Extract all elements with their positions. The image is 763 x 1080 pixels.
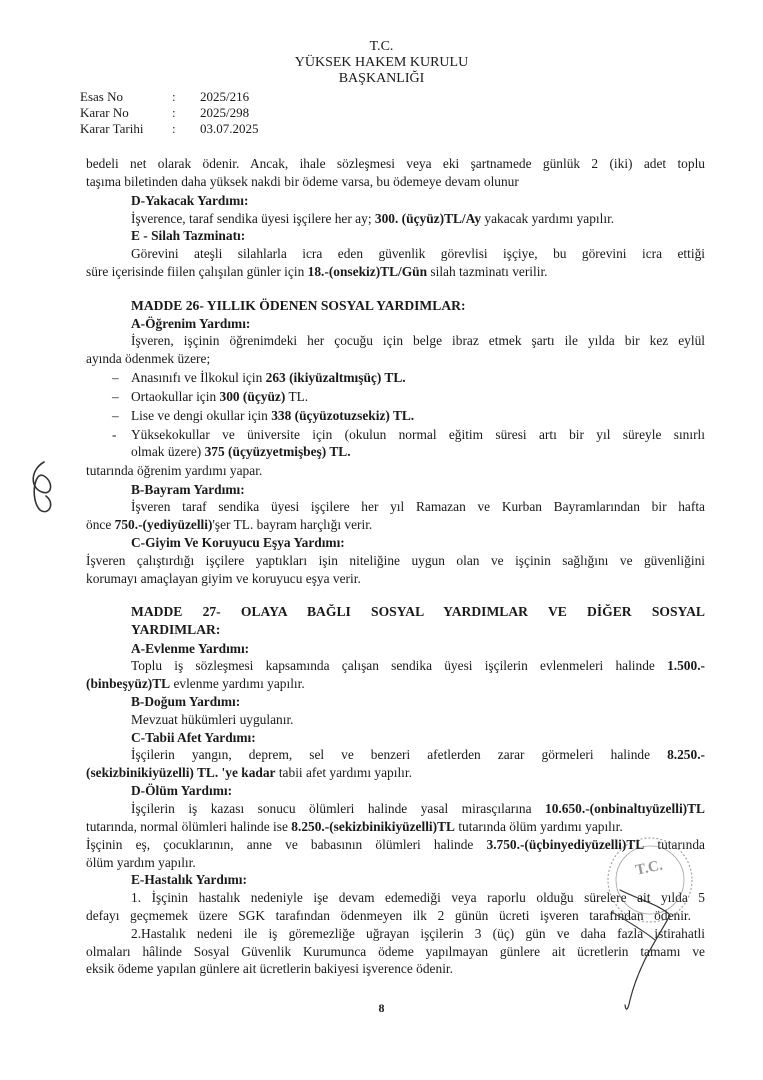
section-heading-e-silah: E - Silah Tazminatı:	[131, 228, 246, 243]
bold-amount: 8.250.-	[667, 747, 705, 762]
bold-amount: 375 (üçyüzyetmişbeş) TL.	[204, 444, 351, 459]
meta-key: Karar No	[80, 105, 129, 120]
body-line: eksik ödeme yapılan günlere ait ücretlerin bakiyesi işverence ödenir.	[86, 961, 453, 976]
list-bullet: –	[112, 408, 119, 423]
page-number: 8	[378, 1001, 385, 1015]
text-run: önce	[86, 517, 115, 532]
body-line: İşveren çalıştırdığı işçilere yaptıkları işin niteliğine uygun olan ve işçinin sağlığını ve güvenliğini	[86, 553, 705, 568]
bold-amount: 338 (üçyüzotuzsekiz) TL.	[271, 408, 415, 423]
body-line: olmaları hâlinde Sosyal Güvenlik Kurumunca ödeme yapılmayan günlere ait ücretlerin tamamı ve	[86, 944, 705, 959]
body-line: ölüm yardım yapılır.	[86, 855, 196, 870]
meta-sep: :	[172, 89, 176, 104]
list-bullet: –	[112, 389, 119, 404]
text-run: tutarında ölüm yardımı yapılır.	[454, 819, 623, 834]
meta-sep: :	[172, 105, 176, 120]
section-heading-evlenme: A-Evlenme Yardımı:	[131, 641, 250, 656]
margin-initial-mark	[33, 462, 50, 512]
article-title-madde-27-cont: YARDIMLAR:	[131, 622, 221, 637]
section-heading-bayram: B-Bayram Yardımı:	[131, 482, 245, 497]
list-bullet: –	[112, 370, 119, 385]
text-run: TL.	[285, 389, 309, 404]
signature-mark	[620, 890, 670, 1009]
body-line: korumayı amaçlayan giyim ve koruyucu eşya verir.	[86, 571, 361, 586]
meta-key: Esas No	[80, 89, 123, 104]
text-run: süre içerisinde fiilen çalışılan günler için	[86, 264, 308, 279]
bold-amount: 263 (ikiyüzaltmışüç) TL.	[265, 370, 406, 385]
body-line: taşıma biletinden daha yüksek nakdi bir ödeme varsa, bu ödemeye devam olunur	[86, 174, 519, 189]
meta-value: 03.07.2025	[200, 121, 259, 136]
body-line: defayı geçmemek üzere SGK tarafından ödenmeyen ilk 2 günün ücreti işveren tarafından ödenir.	[86, 908, 691, 923]
section-heading-giyim: C-Giyim Ve Koruyucu Eşya Yardımı:	[131, 535, 345, 550]
bold-amount: 300 (üçyüz)	[219, 389, 286, 404]
text-run: tutarında, normal ölümleri halinde ise	[86, 819, 292, 834]
meta-sep: :	[172, 121, 176, 136]
list-item: Yüksekokullar ve üniversite için (okulun normal eğitim süresi artı bir yıl süreyle sınırlı	[131, 427, 705, 442]
body-line: ayında ödenmek üzere;	[86, 351, 211, 366]
bold-amount: (binbeşyüz)TL	[86, 676, 171, 691]
text-run: İşçilerin yangın, deprem, sel ve benzeri afetlerden zarar görmeleri halinde	[131, 747, 668, 762]
bold-amount: 750.-(yediyüzelli)	[114, 517, 213, 532]
section-heading-hastalik: E-Hastalık Yardımı:	[131, 872, 247, 887]
meta-value: 2025/298	[200, 105, 250, 120]
text-run: Lise ve dengi okullar için	[131, 408, 272, 423]
text-run: İşçilerin iş kazası sonucu ölümleri halinde yasal mirasçılarına	[131, 801, 546, 816]
header-tc: T.C.	[369, 39, 394, 54]
text-run: 'şer TL. bayram harçlığı verir.	[212, 517, 373, 532]
body-line: İşveren, işçinin öğrenimdeki her çocuğu için belge ibraz etmek şartı ile yılda bir kez eylül	[131, 333, 705, 348]
section-heading-ogrenim: A-Öğrenim Yardımı:	[131, 316, 251, 331]
seal-text: T.C.	[634, 857, 665, 879]
meta-value: 2025/216	[200, 89, 250, 104]
text-run: tabii afet yardımı yapılır.	[275, 765, 412, 780]
bold-amount: 18.-(onsekiz)TL/Gün	[307, 264, 428, 279]
list-bullet: -	[112, 427, 117, 442]
text-run: İşçinin eş, çocuklarının, anne ve babasının ölümleri halinde	[86, 837, 487, 852]
body-line: Görevini ateşli silahlarla icra eden güvenlik görevlisi işçiye, bu görevini icra ettiği	[131, 246, 705, 261]
text-run: evlenme yardımı yapılır.	[170, 676, 305, 691]
article-title-madde-26: MADDE 26- YILLIK ÖDENEN SOSYAL YARDIMLAR:	[131, 298, 466, 313]
body-line: bedeli net olarak ödenir. Ancak, ihale sözleşmesi veya eki şartnamede günlük 2 (iki) adet toplu	[86, 156, 705, 171]
body-line: tutarında öğrenim yardımı yapar.	[86, 463, 263, 478]
article-title-madde-27: MADDE 27- OLAYA BAĞLI SOSYAL YARDIMLAR VE DİĞER SOSYAL	[131, 604, 705, 619]
bold-amount: 1.500.-	[667, 658, 705, 673]
bold-amount: 300. (üçyüz)TL/Ay	[374, 211, 482, 226]
official-seal-icon	[608, 838, 692, 922]
text-run: olmak üzere)	[131, 444, 205, 459]
header-institution: YÜKSEK HAKEM KURULU	[294, 55, 469, 70]
text-run: tutarında	[644, 837, 705, 852]
text-run: silah tazminatı verilir.	[427, 264, 548, 279]
text-run: İşverence, taraf sendika üyesi işçilere her ay;	[131, 211, 375, 226]
body-line: 2.Hastalık nedeni ile iş göremezliğe uğrayan işçilerin 3 (üç) gün ve daha fazla istirahatli	[131, 926, 705, 941]
bold-amount: 10.650.-(onbinaltıyüzelli)TL	[545, 801, 705, 816]
bold-amount: (sekizbinikiyüzelli) TL. 'ye kadar	[86, 765, 276, 780]
section-heading-dogum: B-Doğum Yardımı:	[131, 694, 241, 709]
text-run: yakacak yardımı yapılır.	[481, 211, 615, 226]
meta-key: Karar Tarihi	[80, 121, 144, 136]
body-line: İşveren taraf sendika üyesi işçilere her yıl Ramazan ve Kurban Bayramlarından bir hafta	[131, 499, 705, 514]
text-run: Toplu iş sözleşmesi kapsamında çalışan sendika üyesi işçilerin evlenmeleri halinde	[131, 658, 668, 673]
section-heading-olum: D-Ölüm Yardımı:	[131, 783, 233, 798]
body-line: Mevzuat hükümleri uygulanır.	[131, 712, 294, 727]
header-office: BAŞKANLIĞI	[338, 71, 425, 86]
signature-stroke	[612, 912, 655, 940]
body-line: 1. İşçinin hastalık nedeniyle işe devam edemediği veya raporlu olduğu sürelere ait yılda 5	[131, 890, 705, 905]
text-run: Ortaokullar için	[131, 389, 220, 404]
section-heading-d-yakacak: D-Yakacak Yardımı:	[131, 193, 249, 208]
text-run: Anasınıfı ve İlkokul için	[131, 370, 266, 385]
section-heading-afet: C-Tabii Afet Yardımı:	[131, 730, 256, 745]
bold-amount: 3.750.-(üçbinyediyüzelli)TL	[486, 837, 645, 852]
bold-amount: 8.250.-(sekizbinikiyüzelli)TL	[291, 819, 455, 834]
